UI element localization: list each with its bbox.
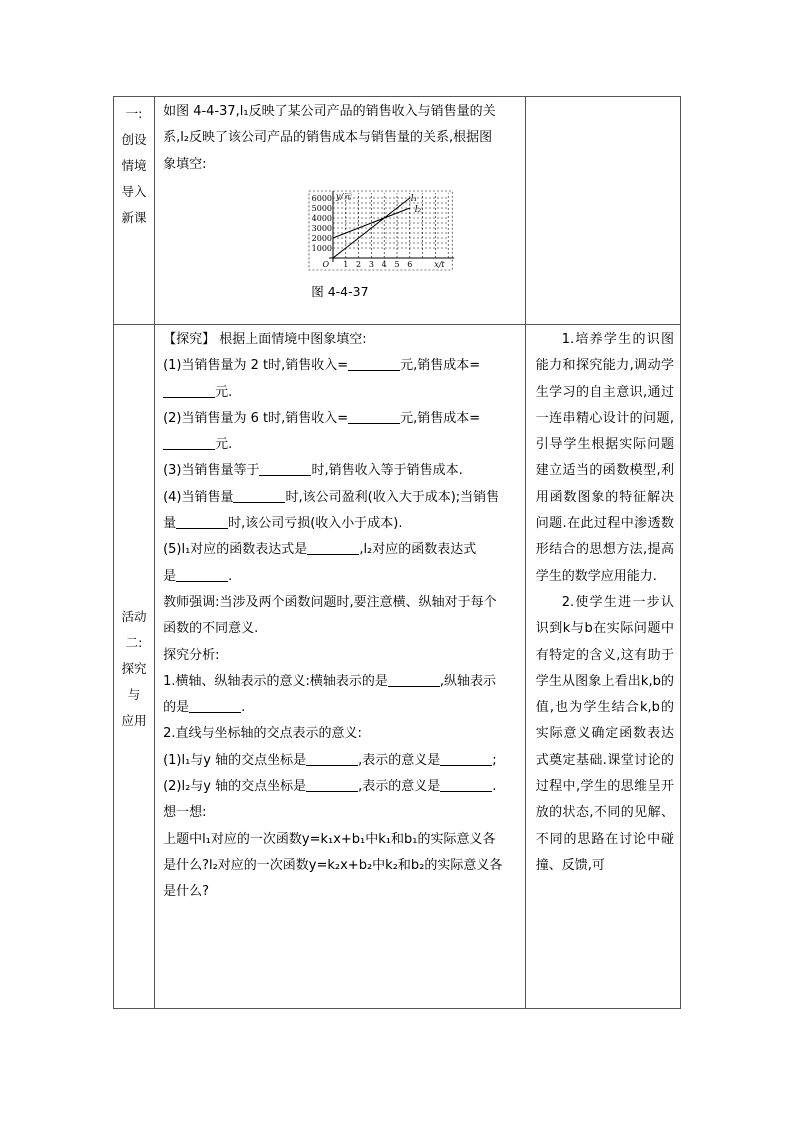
- answer-blank[interactable]: [348, 356, 400, 371]
- line-text: 元.: [215, 437, 233, 453]
- line-text: (2)l₂与y 轴的交点坐标是: [163, 779, 307, 795]
- line-text: 函数的不同意义.: [163, 621, 259, 637]
- y-tick-label: 2000: [311, 233, 333, 243]
- y-axis-label: y/元: [336, 191, 352, 201]
- intro-line: 象填空:: [163, 156, 207, 172]
- intro-text: [155, 97, 525, 178]
- line-text: .: [492, 779, 497, 795]
- row1-content-cell: [155, 97, 526, 325]
- line-text: 是什么?l₂对应的一次函数y=k₂x+b₂中k₂和b₂的实际意义各: [163, 857, 503, 873]
- row1-note-cell: [525, 97, 680, 325]
- explore-line: [163, 485, 519, 511]
- line-text: (1)l₁与y 轴的交点坐标是: [163, 752, 307, 768]
- line-l2-label: l₂: [414, 204, 422, 215]
- explore-line: [163, 721, 519, 747]
- answer-blank[interactable]: [388, 672, 440, 687]
- row1-label-line: 创设: [121, 132, 147, 147]
- line-text: 的是: [163, 700, 190, 716]
- explore-line: [163, 432, 519, 458]
- explore-line: [163, 458, 519, 484]
- explore-line: [163, 511, 519, 537]
- x-axis-label: x/t: [434, 259, 445, 269]
- line-text: 时,该公司盈利(收入大于成本);当销售: [285, 489, 500, 505]
- answer-blank[interactable]: [440, 751, 492, 766]
- line-text: 上题中l₁对应的一次函数y=k₁x+b₁中k₁和b₁的实际意义各: [163, 831, 496, 847]
- x-tick-label: 1: [343, 259, 349, 269]
- line-text: 探究分析:: [163, 647, 220, 663]
- line-text: 是: [163, 568, 177, 584]
- explore-line: [163, 406, 519, 432]
- row-explore: [114, 325, 681, 1009]
- line-text: 时,销售收入等于销售成本.: [311, 463, 463, 479]
- origin-label: O: [322, 259, 330, 269]
- x-tick-label: 5: [394, 259, 400, 269]
- line-text: (5)l₁对应的函数表达式是: [163, 542, 308, 558]
- explore-line: [163, 353, 519, 379]
- x-tick-label: 2: [356, 259, 362, 269]
- explore-line: [163, 537, 519, 563]
- line-text: 2.直线与坐标轴的交点表示的意义:: [163, 726, 362, 742]
- answer-blank[interactable]: [440, 777, 492, 792]
- answer-blank[interactable]: [259, 461, 311, 476]
- answer-blank[interactable]: [307, 540, 359, 555]
- line-text: (4)当销售量: [163, 489, 234, 505]
- explore-line: [163, 380, 519, 406]
- line-text: (1)当销售量为 2 t时,销售收入=: [163, 358, 349, 374]
- intro-line: 系,l₂反映了该公司产品的销售成本与销售量的关系,根据图: [163, 130, 493, 146]
- row2-label-line: 与: [127, 686, 141, 702]
- answer-blank[interactable]: [348, 409, 400, 424]
- explore-line: [163, 695, 519, 721]
- y-tick-label: 5000: [311, 203, 333, 213]
- row2-label-line: 应用: [121, 712, 147, 728]
- explore-line: [163, 774, 519, 800]
- explore-line: [163, 748, 519, 774]
- answer-blank[interactable]: [189, 698, 241, 713]
- y-tick-label: 4000: [311, 213, 333, 223]
- intro-line: 如图 4-4-37,l₁反映了某公司产品的销售收入与销售量的关: [163, 104, 496, 119]
- line-text: ;: [492, 752, 497, 768]
- y-tick-label: 3000: [311, 223, 333, 233]
- line-text: .: [228, 568, 233, 584]
- line-text: 想一想:: [163, 805, 207, 821]
- explore-line: [163, 327, 519, 353]
- line-text: ,表示的意义是: [358, 779, 441, 795]
- line-text: 教师强调:当涉及两个函数问题时,要注意横、纵轴对于每个: [163, 594, 497, 610]
- explore-line: [163, 879, 519, 905]
- line-text: 量: [163, 516, 177, 532]
- row-intro: [114, 97, 681, 325]
- line-text: ,表示的意义是: [358, 752, 441, 768]
- line-text: 元.: [215, 384, 233, 400]
- line-chart: [155, 180, 525, 278]
- answer-blank[interactable]: [233, 488, 285, 503]
- row2-note-cell: [525, 325, 680, 1009]
- line-text: 是什么?: [163, 884, 209, 900]
- design-intent: [526, 325, 680, 879]
- answer-blank[interactable]: [306, 777, 358, 792]
- row2-label-cell: [114, 325, 155, 1009]
- x-tick-label: 3: [368, 259, 375, 269]
- answer-blank[interactable]: [176, 514, 228, 529]
- figure-4-4-37: [155, 178, 525, 318]
- line-l1-label: l₁: [410, 193, 418, 204]
- y-tick-label: 6000: [311, 193, 333, 203]
- line-text: .: [241, 700, 246, 716]
- row2-label-line: 二:: [125, 634, 143, 650]
- explore-line: [163, 669, 519, 695]
- line-text: 1.横轴、纵轴表示的意义:横轴表示的是: [163, 673, 388, 689]
- answer-blank[interactable]: [176, 567, 228, 582]
- line-text: ,l₂对应的函数表达式: [359, 542, 477, 558]
- row2-label: [114, 600, 154, 734]
- line-text: ,纵轴表示: [439, 673, 496, 689]
- explore-line: [163, 827, 519, 853]
- row2-label-line: 活动: [121, 608, 147, 624]
- explore-line: [163, 564, 519, 590]
- line-text: 元,销售成本=: [400, 410, 481, 426]
- explore-line: [163, 800, 519, 826]
- row2-content-cell: [155, 325, 526, 1009]
- line-text: (3)当销售量等于: [163, 463, 260, 479]
- answer-blank[interactable]: [306, 751, 358, 766]
- intent-paragraph: 2.使学生进一步认识到k与b在实际问题中有特定的含义,这有助于学生从图象上看出k,b的值,也为学生结合k,b的实际意义确定函数表达式奠定基础.课堂讨论的过程中,学生的思维呈开放的状态,不同的见解、不同的思路在讨论中碰撞、反馈,可: [535, 594, 674, 873]
- row1-label-line: 一:: [125, 106, 143, 121]
- x-tick-label: 4: [381, 259, 387, 269]
- x-tick-label: 6: [407, 259, 413, 269]
- explore-line: [163, 853, 519, 879]
- explore-line: [163, 643, 519, 669]
- line-text: 【探究】 根据上面情境中图象填空:: [163, 332, 367, 347]
- row1-label-cell: [114, 97, 155, 325]
- figure-caption: 图 4-4-37: [311, 283, 369, 299]
- answer-blank[interactable]: [163, 383, 215, 398]
- row1-label: [114, 97, 154, 231]
- line-text: 时,该公司亏损(收入小于成本).: [228, 516, 403, 532]
- intent-paragraph: 1.培养学生的识图能力和探究能力,调动学生学习的自主意识,通过一连串精心设计的问题,引导学生根据实际问题建立适当的函数模型,利用函数图象的特征解决问题.在此过程中渗透数形结合的思想方法,提高学生的数学应用能力.: [535, 332, 674, 584]
- row1-label-line: 新课: [121, 210, 147, 225]
- lesson-table: [113, 96, 681, 1009]
- row1-label-line: 导入: [121, 184, 147, 199]
- line-text: (2)当销售量为 6 t时,销售收入=: [163, 410, 349, 426]
- y-tick-label: 1000: [311, 243, 333, 253]
- explore-line: [163, 590, 519, 616]
- answer-blank[interactable]: [163, 435, 215, 450]
- explore-line: [163, 616, 519, 642]
- line-text: 元,销售成本=: [400, 358, 481, 374]
- explore-content: [155, 325, 525, 906]
- row1-label-line: 情境: [121, 158, 147, 173]
- row2-label-line: 探究: [121, 660, 147, 676]
